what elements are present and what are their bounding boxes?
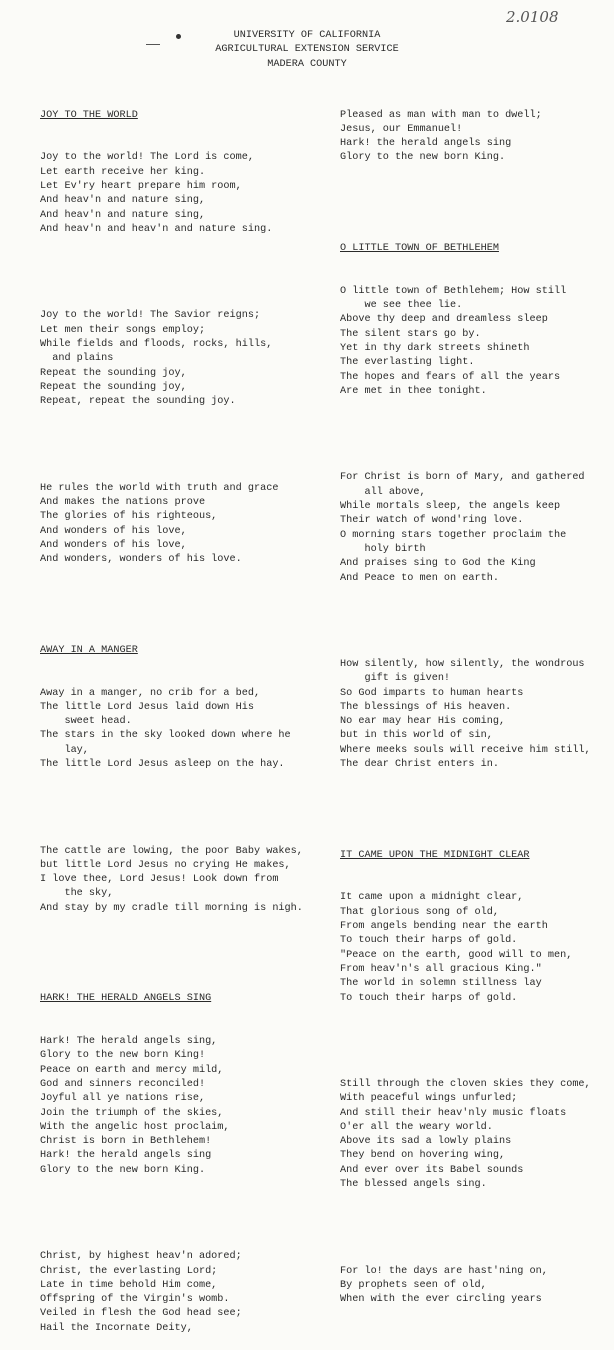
lyric-line: For Christ is born of Mary, and gathered: [340, 472, 585, 484]
lyric-line: For lo! the days are hast'ning on,: [340, 1265, 548, 1277]
lyric-line: gift is given!: [340, 673, 451, 685]
header-university: UNIVERSITY OF CALIFORNIA: [233, 30, 381, 41]
lyric-line: The world in solemn stillness lay: [340, 978, 542, 990]
lyric-line: The glories of his righteous,: [40, 511, 218, 523]
lyric-line: Hail the Incornate Deity,: [40, 1322, 193, 1334]
lyric-line: From angels bending near the earth: [340, 921, 548, 933]
left-column: [40, 80, 330, 1350]
lyric-line: How silently, how silently, the wondrous: [340, 658, 585, 670]
lyric-line: And wonders, wonders of his love.: [40, 554, 242, 566]
lyric-line: Repeat the sounding joy,: [40, 367, 187, 379]
lyric-line: Late in time behold Him come,: [40, 1279, 218, 1291]
lyric-line: And wonders of his love,: [40, 525, 187, 537]
lyric-line: The little Lord Jesus laid down His: [40, 701, 254, 713]
joy-verse-1: [40, 151, 330, 237]
lyric-line: With peaceful wings unfurled;: [340, 1093, 518, 1105]
lyric-line: And still their heav'nly music floats: [340, 1107, 567, 1119]
lyric-line: Let earth receive her king.: [40, 166, 206, 178]
lyric-line: While mortals sleep, the angels keep: [340, 501, 561, 513]
lyric-line: Repeat the sounding joy,: [40, 381, 187, 393]
lyric-line: The blessings of His heaven.: [340, 701, 512, 713]
manger-verse-2: [40, 845, 330, 916]
lyric-line: Let men their songs employ;: [40, 324, 206, 336]
lyric-line: They bend on hovering wing,: [340, 1150, 506, 1162]
lyric-line: O'er all the weary world.: [340, 1121, 493, 1133]
lyric-line: Hark! The herald angels sing,: [40, 1036, 218, 1048]
lyric-line: Glory to the new born King!: [40, 1050, 206, 1062]
lyric-line: The cattle are lowing, the poor Baby wakes,: [40, 845, 303, 857]
song-title-away-in-a-manger: AWAY IN A MANGER: [40, 644, 138, 656]
lyric-line: "Peace on the earth, good will to men,: [340, 949, 573, 961]
lyric-line: Offspring of the Virgin's womb.: [40, 1294, 230, 1306]
lyric-line: Let Ev'ry heart prepare him room,: [40, 181, 242, 193]
lyric-line: And makes the nations prove: [40, 497, 206, 509]
lyric-line: The little Lord Jesus asleep on the hay.: [40, 759, 285, 771]
lyric-line: I love thee, Lord Jesus! Look down from: [40, 874, 279, 886]
lyric-line: Where meeks souls will receive him still,: [340, 744, 591, 756]
lyric-line: And heav'n and heav'n and nature sing.: [40, 223, 273, 235]
bethlehem-verse-2: [340, 471, 610, 585]
lyric-line: Pleased as man with man to dwell;: [340, 109, 542, 121]
midnight-verse-3: [340, 1265, 610, 1308]
lyric-line: The stars in the sky looked down where he: [40, 730, 291, 742]
lyric-line: Glory to the new born King.: [340, 152, 506, 164]
lyric-line: O morning stars together proclaim the: [340, 529, 567, 541]
lyric-line: He rules the world with truth and grace: [40, 482, 279, 494]
lyric-line: Joy to the world! The Savior reigns;: [40, 310, 261, 322]
lyric-line: While fields and floods, rocks, hills,: [40, 339, 273, 351]
lyric-line: And wonders of his love,: [40, 539, 187, 551]
lyric-line: all above,: [340, 486, 426, 498]
lyric-line: we see thee lie.: [340, 300, 463, 312]
lyric-line: With the angelic host proclaim,: [40, 1121, 230, 1133]
handwritten-document-number: 2.0108: [506, 8, 559, 26]
song-title-hark-herald-angels: HARK! THE HERALD ANGELS SING: [40, 993, 212, 1005]
lyric-line: Join the triumph of the skies,: [40, 1107, 224, 1119]
lyric-line: Above thy deep and dreamless sleep: [340, 314, 548, 326]
song-title-it-came-upon: IT CAME UPON THE MIDNIGHT CLEAR: [340, 849, 530, 861]
joy-verse-2: [40, 309, 330, 409]
lyric-line: God and sinners reconciled!: [40, 1079, 206, 1090]
lyric-line: but in this world of sin,: [340, 730, 493, 742]
lyric-line: holy birth: [340, 543, 426, 555]
lyric-line: but little Lord Jesus no crying He makes,: [40, 859, 291, 871]
lyric-line: Joy to the world! The Lord is come,: [40, 152, 254, 164]
lyric-line: The silent stars go by.: [340, 328, 481, 340]
hark-verse-2: [40, 1250, 330, 1336]
bethlehem-verse-3: [340, 658, 610, 772]
lyric-line: Hark! the herald angels sing: [340, 138, 512, 150]
lyric-line: The dear Christ enters in.: [340, 759, 499, 771]
song-title-joy-to-the-world: JOY TO THE WORLD: [40, 109, 138, 121]
lyric-line: And Peace to men on earth.: [340, 572, 499, 584]
hark-verse-1: [40, 1035, 330, 1178]
joy-verse-3: [40, 482, 330, 568]
lyric-line: The blessed angels sing.: [340, 1179, 487, 1191]
lyric-line: And praises sing to God the King: [340, 558, 536, 570]
midnight-verse-1: [340, 891, 610, 1005]
lyric-line: The everlasting light.: [340, 357, 475, 369]
song-title-o-little-town: O LITTLE TOWN OF BETHLEHEM: [340, 242, 499, 254]
lyric-line: Christ, by highest heav'n adored;: [40, 1251, 242, 1263]
lyric-line: That glorious song of old,: [340, 906, 499, 918]
lyric-line: From heav'n's all gracious King.": [340, 963, 542, 975]
lyric-line: And ever over its Babel sounds: [340, 1164, 524, 1176]
lyric-line: Veiled in flesh the God head see;: [40, 1308, 242, 1320]
lyric-line: and plains: [40, 353, 114, 365]
lyric-line: By prophets seen of old,: [340, 1279, 487, 1291]
header-service: AGRICULTURAL EXTENSION SERVICE: [215, 44, 399, 56]
lyric-line: the sky,: [40, 888, 114, 900]
lyric-line: Their watch of wond'ring love.: [340, 515, 524, 527]
lyric-line: Repeat, repeat the sounding joy.: [40, 396, 236, 408]
lyric-line: The hopes and fears of all the years: [340, 371, 561, 383]
lyric-line: And stay by my cradle till morning is nigh.: [40, 902, 303, 914]
bethlehem-verse-1: [340, 285, 610, 399]
lyric-line: No ear may hear His coming,: [340, 716, 506, 728]
lyric-line: So God imparts to human hearts: [340, 687, 524, 699]
lyric-line: To touch their harps of gold.: [340, 992, 518, 1004]
lyric-line: Above its sad a lowly plains: [340, 1136, 512, 1148]
lyric-line: lay,: [40, 744, 89, 756]
lyric-line: Hark! the herald angels sing: [40, 1150, 212, 1162]
lyric-line: Away in a manger, no crib for a bed,: [40, 687, 261, 699]
lyric-line: Joyful all ye nations rise,: [40, 1093, 206, 1105]
lyric-line: Still through the cloven skies they come,: [340, 1079, 591, 1090]
lyric-line: Yet in thy dark streets shineth: [340, 343, 530, 355]
right-column: [340, 80, 610, 1322]
lyric-line: Are met in thee tonight.: [340, 385, 487, 397]
lyric-line: To touch their harps of gold.: [340, 935, 518, 947]
hark-verse-2-continued: [340, 109, 610, 166]
lyric-line: sweet head.: [40, 716, 132, 728]
lyric-line: Jesus, our Emmanuel!: [340, 123, 463, 135]
header-county: MADERA COUNTY: [267, 58, 347, 70]
lyric-line: And heav'n and nature sing,: [40, 195, 206, 207]
lyric-line: O little town of Bethlehem; How still: [340, 285, 567, 297]
letterhead: [0, 30, 614, 73]
lyric-line: It came upon a midnight clear,: [340, 892, 524, 904]
lyric-line: Christ is born in Bethlehem!: [40, 1136, 212, 1148]
midnight-verse-2: [340, 1078, 610, 1192]
lyric-line: And heav'n and nature sing,: [40, 209, 206, 221]
lyric-line: Christ, the everlasting Lord;: [40, 1265, 218, 1277]
lyric-line: Peace on earth and mercy mild,: [40, 1064, 224, 1076]
lyric-line: When with the ever circling years: [340, 1294, 542, 1306]
manger-verse-1: [40, 687, 330, 773]
lyric-line: Glory to the new born King.: [40, 1164, 206, 1176]
